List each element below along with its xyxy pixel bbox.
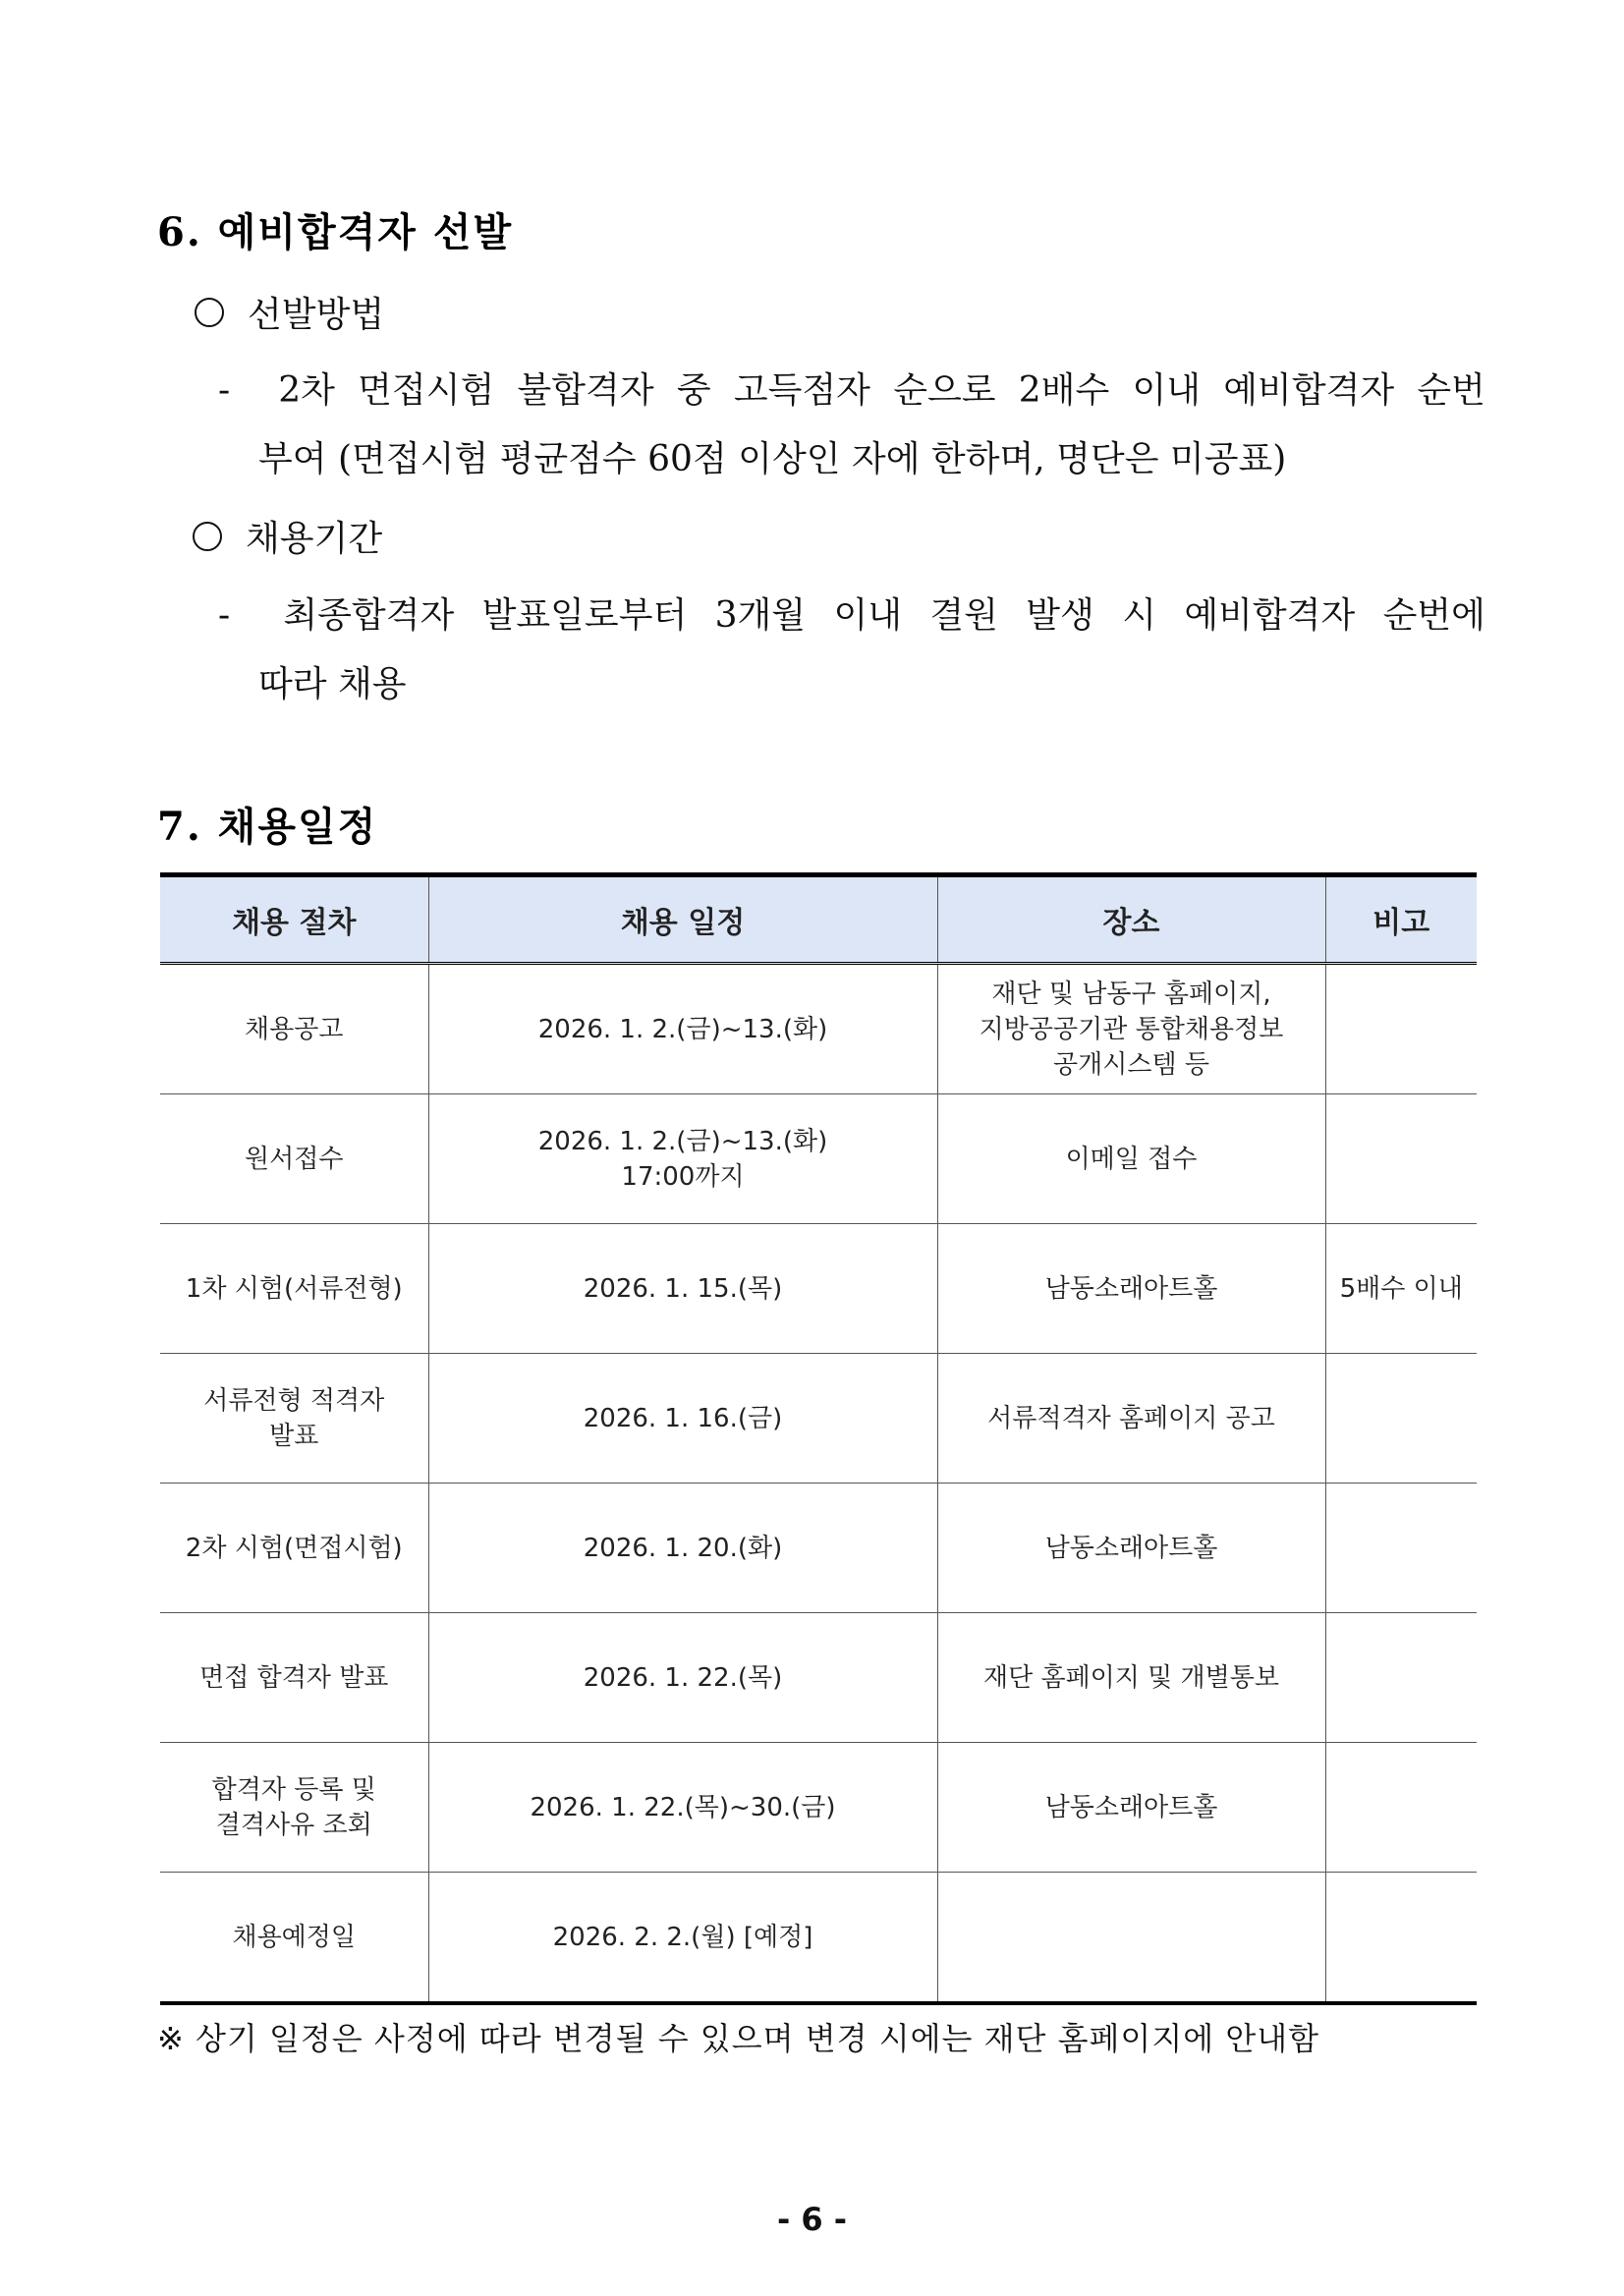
cell-date: 2026. 1. 22.(목)~30.(금) bbox=[428, 1743, 937, 1873]
cell-date: 2026. 1. 22.(목) bbox=[428, 1613, 937, 1743]
cell-step: 1차 시험(서류전형) bbox=[160, 1224, 428, 1354]
schedule-footnote: ※ 상기 일정은 사정에 따라 변경될 수 있으며 변경 시에는 재단 홈페이지에 안내함 bbox=[157, 2020, 1320, 2057]
dash-bullet: - bbox=[218, 370, 231, 411]
cell-step: 채용공고 bbox=[160, 964, 428, 1094]
schedule-table bbox=[160, 872, 1477, 2005]
cell-note bbox=[1325, 1613, 1477, 1743]
table-row bbox=[160, 1484, 1477, 1613]
cell-place: 재단 및 남동구 홈페이지, 지방공공기관 통합채용정보 공개시스템 등 bbox=[937, 964, 1325, 1094]
cell-date: 2026. 1. 16.(금) bbox=[428, 1354, 937, 1484]
cell-step: 원서접수 bbox=[160, 1094, 428, 1224]
subheading-employment-period bbox=[193, 511, 382, 561]
cell-step: 합격자 등록 및 결격사유 조회 bbox=[160, 1743, 428, 1873]
cell-note bbox=[1325, 1354, 1477, 1484]
subheading-label: 선발방법 bbox=[248, 295, 385, 335]
employment-period-paragraph bbox=[218, 582, 1485, 719]
cell-note bbox=[1325, 1873, 1477, 2004]
cell-step: 면접 합격자 발표 bbox=[160, 1613, 428, 1743]
cell-place: 남동소래아트홀 bbox=[937, 1743, 1325, 1873]
cell-date: 2026. 1. 15.(목) bbox=[428, 1224, 937, 1354]
table-row bbox=[160, 964, 1477, 1094]
header-date: 채용 일정 bbox=[428, 875, 937, 964]
subheading-selection-method bbox=[195, 287, 384, 337]
header-place: 장소 bbox=[937, 875, 1325, 964]
header-note: 비고 bbox=[1325, 875, 1477, 964]
cell-place: 이메일 접수 bbox=[937, 1094, 1325, 1224]
cell-date: 2026. 2. 2.(월) [예정] bbox=[428, 1873, 937, 2004]
paragraph-line: - 최종합격자 발표일로부터 3개월 이내 결원 발생 시 예비합격자 순번에 bbox=[218, 582, 1485, 650]
selection-method-paragraph bbox=[218, 357, 1485, 494]
cell-place: 재단 홈페이지 및 개별통보 bbox=[937, 1613, 1325, 1743]
cell-step: 2차 시험(면접시험) bbox=[160, 1484, 428, 1613]
cell-note: 5배수 이내 bbox=[1325, 1224, 1477, 1354]
cell-date: 2026. 1. 20.(화) bbox=[428, 1484, 937, 1613]
section-7-title: 7. 채용일정 bbox=[157, 804, 378, 850]
cell-step: 채용예정일 bbox=[160, 1873, 428, 2004]
cell-place: 남동소래아트홀 bbox=[937, 1224, 1325, 1354]
table-row bbox=[160, 1224, 1477, 1354]
cell-date: 2026. 1. 2.(금)~13.(화) bbox=[428, 964, 937, 1094]
dash-bullet: - bbox=[218, 595, 231, 636]
cell-note bbox=[1325, 1484, 1477, 1613]
page-number: - 6 - bbox=[776, 2201, 848, 2238]
circle-bullet-icon bbox=[195, 298, 224, 327]
table-row bbox=[160, 1743, 1477, 1873]
table-row bbox=[160, 1613, 1477, 1743]
subheading-label: 채용기간 bbox=[246, 519, 383, 559]
table-header-row bbox=[160, 875, 1477, 964]
cell-place: 남동소래아트홀 bbox=[937, 1484, 1325, 1613]
table-row bbox=[160, 1354, 1477, 1484]
section-6-title: 6. 예비합격자 선발 bbox=[157, 209, 514, 255]
table-row bbox=[160, 1094, 1477, 1224]
cell-date: 2026. 1. 2.(금)~13.(화) 17:00까지 bbox=[428, 1094, 937, 1224]
paragraph-line: 따라 채용 bbox=[258, 664, 407, 704]
cell-note bbox=[1325, 964, 1477, 1094]
paragraph-line: - 2차 면접시험 불합격자 중 고득점자 순으로 2배수 이내 예비합격자 순번 bbox=[218, 357, 1485, 425]
header-step: 채용 절차 bbox=[160, 875, 428, 964]
cell-place bbox=[937, 1873, 1325, 2004]
cell-step: 서류전형 적격자 발표 bbox=[160, 1354, 428, 1484]
cell-note bbox=[1325, 1094, 1477, 1224]
cell-place: 서류적격자 홈페이지 공고 bbox=[937, 1354, 1325, 1484]
cell-note bbox=[1325, 1743, 1477, 1873]
paragraph-line: 부여 (면접시험 평균점수 60점 이상인 자에 한하며, 명단은 미공표) bbox=[258, 439, 1287, 479]
circle-bullet-icon bbox=[193, 522, 222, 551]
table-row bbox=[160, 1873, 1477, 2004]
